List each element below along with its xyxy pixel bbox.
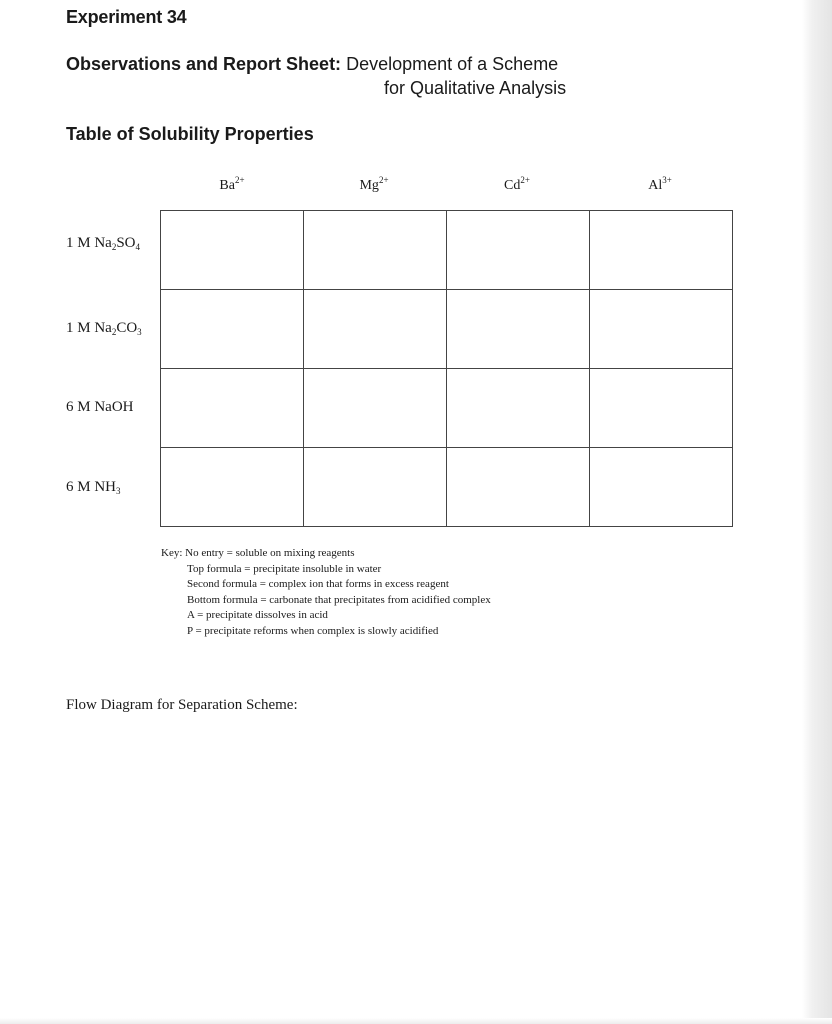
column-charge: 2+ bbox=[378, 175, 389, 185]
page-bottom-shadow bbox=[0, 1018, 832, 1024]
solubility-table bbox=[160, 210, 733, 527]
column-header-mg bbox=[334, 175, 414, 194]
key-line: P = precipitate reforms when complex is slowly acidified bbox=[187, 624, 439, 637]
row-label-nh3 bbox=[66, 479, 121, 496]
row-label-naoh bbox=[66, 399, 134, 416]
row-label-text: 6 M NaOH bbox=[66, 399, 134, 415]
table-cell[interactable] bbox=[447, 290, 590, 369]
table-title: Table of Solubility Properties bbox=[66, 124, 314, 144]
column-ion: Al bbox=[648, 178, 663, 193]
column-header-al bbox=[620, 175, 700, 194]
table-key bbox=[161, 546, 491, 640]
table-cell[interactable] bbox=[161, 290, 304, 369]
row-label-text: SO bbox=[116, 235, 136, 251]
column-ion: Ba bbox=[219, 178, 235, 193]
table-cell[interactable] bbox=[590, 211, 733, 290]
row-label-text: CO bbox=[116, 320, 138, 336]
key-line: Key: No entry = soluble on mixing reagents bbox=[161, 547, 355, 559]
row-label-sub: 3 bbox=[137, 327, 142, 337]
table-cell[interactable] bbox=[447, 448, 590, 527]
table-row bbox=[161, 211, 733, 290]
column-charge: 3+ bbox=[662, 175, 672, 185]
table-cell[interactable] bbox=[590, 290, 733, 369]
column-charge: 2+ bbox=[234, 175, 245, 185]
key-line: Top formula = precipitate insoluble in water bbox=[187, 562, 382, 575]
column-header-cd bbox=[477, 175, 557, 194]
sheet-label: Observations and Report Sheet: bbox=[66, 54, 342, 74]
row-label-na2so4 bbox=[66, 235, 140, 252]
row-label-na2co3 bbox=[66, 320, 142, 337]
sheet-heading bbox=[66, 54, 558, 75]
key-line: Bottom formula = carbonate that precipitates from acidified complex bbox=[187, 593, 491, 606]
table-cell[interactable] bbox=[161, 211, 304, 290]
sheet-title-line2: for Qualitative Analysis bbox=[384, 78, 567, 98]
column-header-ba bbox=[192, 175, 272, 194]
key-line: Second formula = complex ion that forms in excess reagent bbox=[187, 578, 449, 591]
table-cell[interactable] bbox=[447, 211, 590, 290]
table-cell[interactable] bbox=[590, 369, 733, 448]
column-charge: 2+ bbox=[520, 175, 530, 185]
row-label-sub: 2 bbox=[111, 242, 117, 252]
experiment-title: Experiment 34 bbox=[66, 7, 187, 27]
table-cell[interactable] bbox=[304, 290, 447, 369]
key-line: A = precipitate dissolves in acid bbox=[187, 609, 328, 622]
column-ion: Mg bbox=[359, 178, 379, 193]
row-label-text: 1 M Na bbox=[66, 235, 112, 251]
flow-diagram-label: Flow Diagram for Separation Scheme: bbox=[66, 697, 298, 713]
table-row bbox=[161, 290, 733, 369]
row-label-sub: 4 bbox=[135, 242, 141, 252]
row-label-sub: 2 bbox=[111, 327, 117, 337]
table-row bbox=[161, 448, 733, 527]
table-cell[interactable] bbox=[304, 369, 447, 448]
table-cell[interactable] bbox=[304, 448, 447, 527]
table-row bbox=[161, 369, 733, 448]
table-cell[interactable] bbox=[304, 211, 447, 290]
page-edge-shadow bbox=[802, 0, 832, 1024]
column-ion: Cd bbox=[504, 178, 521, 193]
table-cell[interactable] bbox=[590, 448, 733, 527]
row-label-text: 1 M Na bbox=[66, 320, 112, 336]
row-label-text: 6 M NH bbox=[66, 479, 117, 495]
table-cell[interactable] bbox=[161, 448, 304, 527]
table-cell[interactable] bbox=[161, 369, 304, 448]
sheet-title-line1: Development of a Scheme bbox=[346, 54, 559, 74]
table-cell[interactable] bbox=[447, 369, 590, 448]
row-label-sub: 3 bbox=[116, 486, 121, 496]
